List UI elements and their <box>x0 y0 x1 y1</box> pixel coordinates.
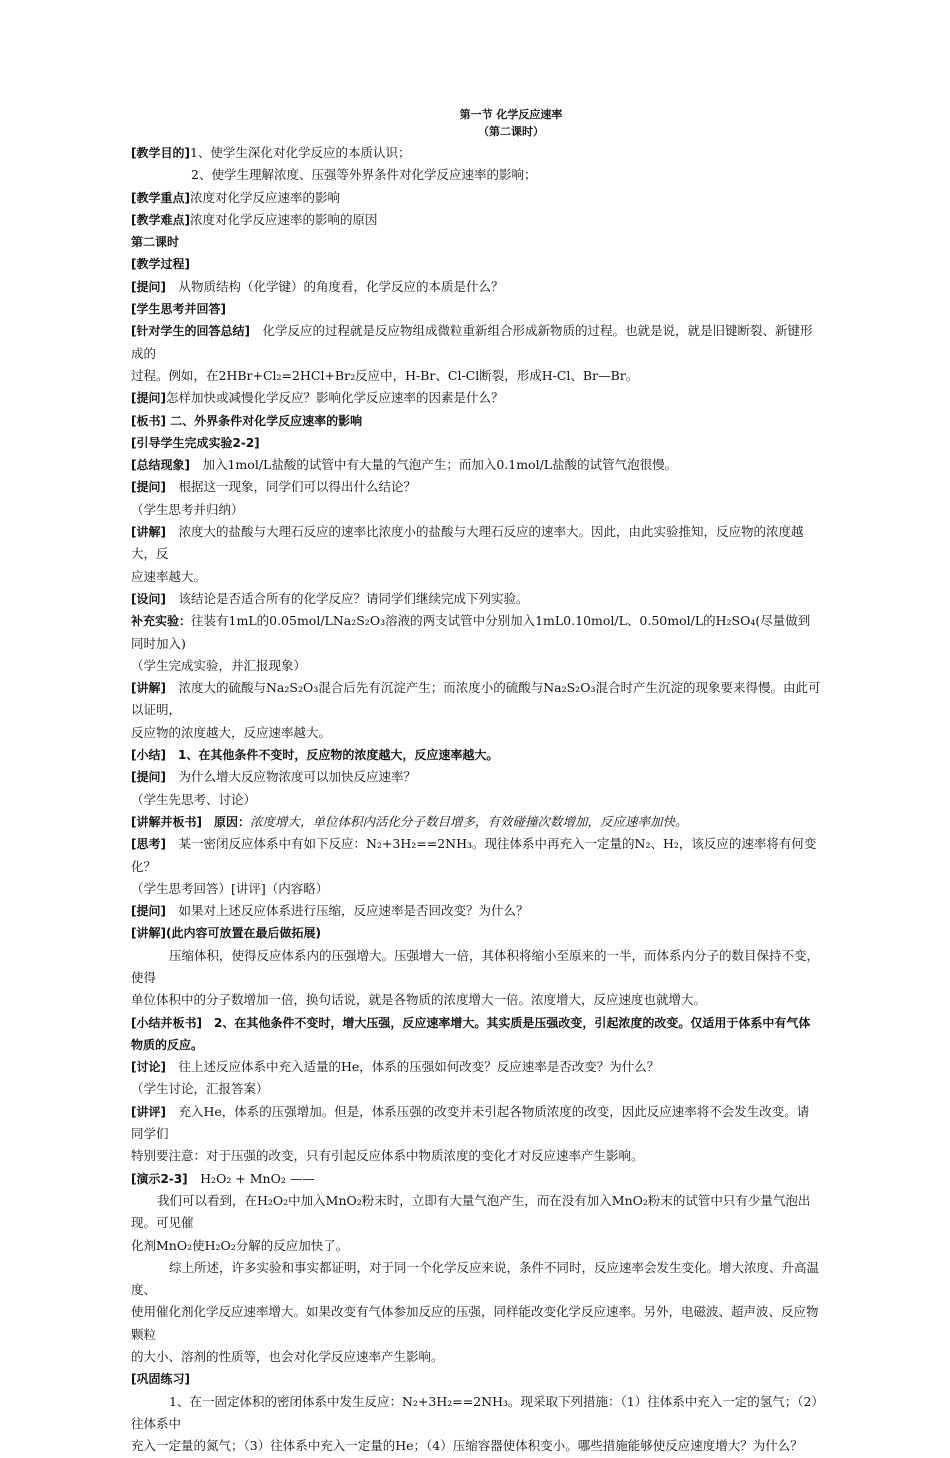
line-tag: [讲解] <box>131 681 166 696</box>
document-line <box>131 833 821 878</box>
line-text: 综上所述，许多实验和事实都证明，对于同一个化学反应来说，条件不同时，反应速率会发生变化。增大浓度、升高温度、 <box>131 1259 820 1298</box>
document-line <box>131 1145 821 1167</box>
document-line <box>131 789 821 811</box>
document-line <box>131 945 821 990</box>
line-tag: [小结并板书] 2、在其他条件不变时，增大压强，反应速率增大。其实质是压强改变，引起浓度的改变。仅适用于体系中有气体 <box>131 1015 811 1030</box>
document-line <box>131 1257 821 1302</box>
line-text: 单位体积中的分子数增加一倍，换句话说，就是各物质的浓度增大一倍。浓度增大，反应速度也就增大。 <box>131 992 707 1008</box>
line-text: 怎样加快或减慢化学反应？影响化学反应速率的因素是什么？ <box>165 390 504 406</box>
line-text: 充入He，体系的压强增加。但是，体系压强的改变并未引起各物质浓度的改变，因此反应速率将不会发生改变。请同学们 <box>131 1103 810 1142</box>
line-text: 特别要注意：对于压强的改变，只有引起反应体系中物质浓度的变化才对反应速率产生影响。 <box>131 1148 644 1164</box>
line-tag: [思考] <box>131 837 166 852</box>
document-line <box>131 1101 821 1146</box>
document-line <box>131 253 821 275</box>
line-tag: [针对学生的回答总结] <box>131 324 250 339</box>
line-text: 浓度大的硫酸与Na₂S₂O₃混合后先有沉淀产生；而浓度小的硫酸与Na₂S₂O₃混合时产生沉淀的现象要来得慢。由此可以证明， <box>131 680 821 718</box>
line-text: 化学反应的过程就是反应物组成微粒重新组合形成新物质的过程。也就是说，就是旧键断裂、新键形成的 <box>131 323 813 361</box>
document-line <box>131 231 821 253</box>
line-text: （学生先思考、讨论） <box>131 791 257 807</box>
document-line <box>131 722 821 744</box>
line-text: 该结论是否适合所有的化学反应？请同学们继续完成下列实验。 <box>165 590 529 606</box>
line-text: 从物质结构（化学键）的角度看，化学反应的本质是什么？ <box>165 278 504 294</box>
document-line <box>131 521 821 566</box>
document-line <box>131 677 821 722</box>
line-tag: [提问] <box>131 391 166 406</box>
document-page <box>131 107 821 1458</box>
line-text: （学生思考回答）[讲评]（内容略） <box>131 880 329 896</box>
document-line <box>131 142 821 164</box>
document-line <box>131 499 821 521</box>
line-tag: [教学难点] <box>131 212 190 227</box>
line-text: 应速率越大。 <box>131 568 207 584</box>
line-tag: [提问] <box>131 279 166 294</box>
line-text: 的大小、溶剂的性质等，也会对化学反应速率产生影响。 <box>131 1349 444 1365</box>
line-text: 如果对上述反应体系进行压缩，反应速率是否回改变？为什么？ <box>165 903 529 919</box>
document-line <box>131 989 821 1011</box>
document-line <box>131 766 821 788</box>
document-line <box>131 1078 821 1100</box>
document-line <box>131 1301 821 1346</box>
document-line <box>131 432 821 454</box>
line-tag: [学生思考并回答] <box>131 302 226 317</box>
line-tag: [演示2-3] <box>131 1171 188 1186</box>
line-tag: [提问] <box>131 480 166 495</box>
line-text: 根据这一现象，同学们可以得出什么结论？ <box>165 479 416 495</box>
page-subtitle: （第二课时） <box>478 125 544 138</box>
line-text: 2、使学生理解浓度、压强等外界条件对化学反应速率的影响； <box>191 167 537 183</box>
line-tag: [提问] <box>131 770 166 785</box>
line-tag: [巩固练习] <box>131 1372 190 1387</box>
document-line <box>131 1235 821 1257</box>
line-text: 往装有1mL的0.05mol/LNa₂S₂O₃溶液的两支试管中分别加入1mL0.10mol/L、0.50mol/L的H₂SO₄(尽量做到同时加入) <box>131 613 811 651</box>
line-tag: 物质的反应。 <box>131 1037 204 1052</box>
document-line <box>131 365 821 387</box>
line-text: 化剂MnO₂使H₂O₂分解的反应加快了。 <box>131 1237 349 1253</box>
document-line <box>131 744 821 766</box>
line-tag: [教学重点] <box>131 190 190 205</box>
line-text: 往上述反应体系中充入适量的He，体系的压强如何改变？反应速率是否改变？为什么？ <box>165 1059 660 1075</box>
document-line <box>131 1190 821 1235</box>
line-tag: [讲解] <box>131 525 166 540</box>
document-line <box>131 811 821 833</box>
document-line <box>131 209 821 231</box>
document-body <box>131 142 821 1458</box>
line-text: 我们可以看到，在H₂O₂中加入MnO₂粉末时，立即有大量气泡产生，而在没有加入MnO₂粉末的试管中只有少量气泡出现。可见催 <box>131 1192 811 1231</box>
document-line <box>131 1168 821 1190</box>
document-line <box>131 1056 821 1078</box>
document-line <box>131 1391 821 1436</box>
line-tag: [引导学生完成实验2-2] <box>131 435 260 450</box>
document-line <box>131 476 821 498</box>
line-tag: [小结] 1、在其他条件不变时，反应物的浓度越大，反应速率越大。 <box>131 748 499 763</box>
line-text: 反应物的浓度越大，反应速率越大。 <box>131 724 332 740</box>
line-text: 充入一定量的氮气；（3）往体系中充入一定量的He；（4）压缩容器使体积变小。哪些措施能够使反应速度增大？为什么？ <box>131 1438 803 1454</box>
document-line <box>131 1012 821 1034</box>
line-text: 1、使学生深化对化学反应的本质认识； <box>189 145 411 160</box>
line-tag: 第二课时 <box>131 235 180 250</box>
line-text: 浓度对化学反应速率的影响 <box>189 189 340 205</box>
line-text: H₂O₂ + MnO₂ —— <box>187 1170 315 1186</box>
line-text: 某一密闭反应体系中有如下反应：N₂+3H₂==2NH₃。现往体系中再充入一定量的N₂、H₂，该反应的速率将有何变化？ <box>131 836 817 874</box>
line-tag: [讨论] <box>131 1060 166 1075</box>
line-text: 使用催化剂化学反应速率增大。如果改变有气体参加反应的压强，同样能改变化学反应速率。另外，电磁波、超声波、反应物颗粒 <box>131 1304 819 1342</box>
document-line <box>131 320 821 365</box>
line-tag: [总结现象] <box>131 458 190 473</box>
document-line <box>131 1034 821 1056</box>
line-text: 浓度对化学反应速率的影响的原因 <box>189 211 378 227</box>
line-text: （学生讨论，汇报答案） <box>131 1081 269 1097</box>
line-text: 过程。例如，在2HBr+Cl₂=2HCl+Br₂反应中，H-Br、Cl-Cl断裂，形成H-Cl、Br—Br。 <box>131 367 639 383</box>
line-text: 为什么增大反应物浓度可以加快反应速率？ <box>165 769 416 785</box>
document-line <box>131 187 821 209</box>
line-tag: 补充实验： <box>131 614 192 629</box>
document-line <box>131 655 821 677</box>
line-tag: [教学目的] <box>131 146 190 160</box>
document-line <box>131 276 821 298</box>
line-tag: [教学过程] <box>131 257 190 272</box>
line-text: 加入1mol/L盐酸的试管中有大量的气泡产生；而加入0.1mol/L盐酸的试管气泡很慢。 <box>189 457 678 473</box>
document-line <box>131 410 821 432</box>
document-line <box>131 900 821 922</box>
document-line <box>131 1346 821 1368</box>
document-line <box>131 588 821 610</box>
line-text: （学生思考并归纳） <box>131 501 244 517</box>
document-line <box>131 298 821 320</box>
line-tag: [讲评] <box>131 1104 166 1119</box>
line-text: 压缩体积，使得反应体系内的压强增大。压强增大一倍，其体积将缩小至原来的一半，而体系内分子的数目保持不变，使得 <box>131 947 820 985</box>
page-title: 第一节 化学反应速率 <box>459 108 563 121</box>
line-tag: [设问] <box>131 591 166 606</box>
document-line <box>131 1368 821 1390</box>
document-line <box>131 566 821 588</box>
line-text: （学生完成实验，并汇报现象） <box>131 657 307 673</box>
line-tag: [讲解并板书] 原因： <box>131 814 250 829</box>
document-line <box>131 164 821 186</box>
line-tag: [提问] <box>131 904 166 919</box>
line-tag: [板书] 二、外界条件对化学反应速率的影响 <box>131 413 363 428</box>
document-line <box>131 878 821 900</box>
document-line <box>131 922 821 944</box>
line-text: 浓度大的盐酸与大理石反应的速率比浓度小的盐酸与大理石反应的速率大。因此，由此实验推知，反应物的浓度越大，反 <box>131 524 804 562</box>
document-line <box>131 610 821 655</box>
document-line <box>131 454 821 476</box>
document-line <box>131 1435 821 1457</box>
line-tag: [讲解](此内容可放置在最后做拓展) <box>131 926 321 941</box>
document-line <box>131 387 821 409</box>
line-text: 浓度增大，单位体积内活化分子数目增多，有效碰撞次数增加，反应速率加快。 <box>249 813 688 829</box>
line-text: 1、在一固定体积的密闭体系中发生反应：N₂+3H₂==2NH₃。现采取下列措施：（1）往体系中充入一定的氢气；（2）往体系中 <box>131 1393 818 1431</box>
